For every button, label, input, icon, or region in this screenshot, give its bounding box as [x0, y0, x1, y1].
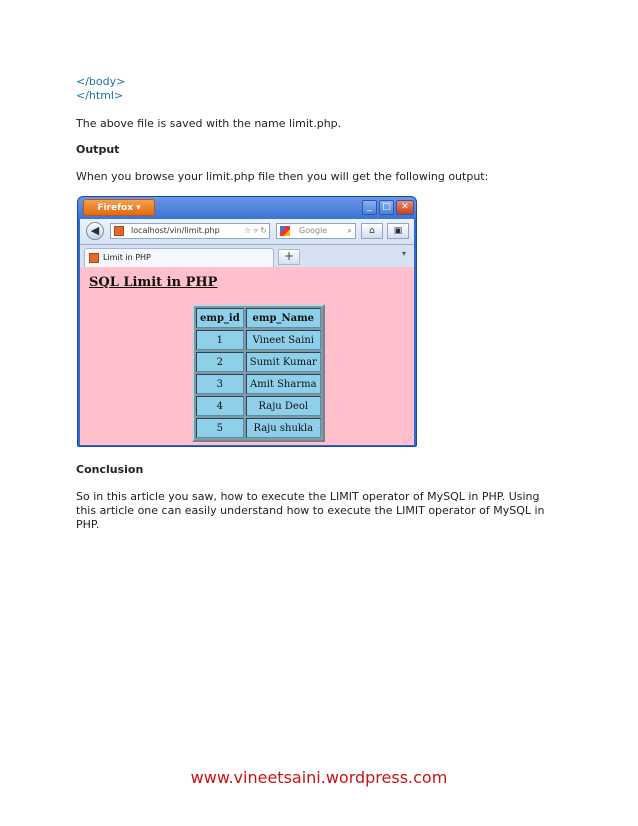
table-cell: Vineet Saini [246, 330, 321, 350]
window-controls [362, 200, 414, 215]
bookmarks-menu-icon[interactable]: ▣ [387, 223, 409, 239]
table-row [196, 418, 321, 438]
tab-title: Limit in PHP [103, 253, 151, 262]
conclusion-heading: Conclusion [76, 463, 144, 476]
footer-url[interactable]: www.vineetsaini.wordpress.com [190, 768, 448, 787]
url-bar[interactable] [110, 223, 270, 239]
table-cell: Sumit Kumar [246, 352, 321, 372]
google-icon [280, 226, 290, 236]
conclusion-text: So in this article you saw, how to execute the LIMIT operator of MySQL in PHP. Using this article one can easily understand how to execute the LIMIT operator of MySQL in PHP. [76, 490, 545, 531]
code-snippet [76, 75, 125, 103]
resize-grip-icon[interactable]: ⋰ [405, 436, 412, 444]
table-header-row [196, 308, 321, 328]
maximize-icon[interactable]: □ [379, 200, 394, 215]
browser-screenshot [77, 196, 417, 447]
output-text: When you browse your limit.php file then you will get the following output: [76, 170, 489, 183]
column-header: emp_id [196, 308, 244, 328]
table-cell: Raju shukla [246, 418, 321, 438]
search-placeholder: Google [299, 226, 328, 235]
code-line-body: </body> [76, 75, 126, 88]
browser-titlebar [78, 197, 417, 219]
navigation-bar [80, 219, 414, 245]
table-row [196, 330, 321, 350]
table-cell: 2 [196, 352, 244, 372]
column-header: emp_Name [246, 308, 321, 328]
table-row [196, 352, 321, 372]
bookmark-star-icon[interactable]: ☆ ▿ ↻ [244, 226, 267, 235]
search-box[interactable] [276, 223, 356, 239]
tab-bar [80, 245, 414, 267]
output-heading: Output [76, 143, 120, 156]
minimize-icon[interactable]: _ [362, 200, 377, 215]
back-arrow-icon[interactable]: ◀ [86, 222, 104, 240]
table-cell: Amit Sharma [246, 374, 321, 394]
favicon-icon [114, 226, 124, 236]
tab-limit-in-php[interactable] [84, 248, 274, 267]
tab-list-chevron-icon[interactable]: ▾ [401, 249, 406, 258]
magnifier-icon[interactable]: ⌕ [347, 226, 352, 235]
tab-favicon-icon [89, 253, 99, 263]
close-icon[interactable]: ✕ [396, 200, 414, 215]
table-cell: 4 [196, 396, 244, 416]
table-cell: Raju Deol [246, 396, 321, 416]
table-cell: 3 [196, 374, 244, 394]
new-tab-button[interactable]: + [278, 249, 300, 265]
table-row [196, 396, 321, 416]
table-cell: 1 [196, 330, 244, 350]
page-heading: SQL Limit in PHP [89, 275, 218, 290]
home-icon[interactable]: ⌂ [361, 223, 383, 239]
page-content [80, 267, 414, 445]
firefox-menu-button[interactable]: Firefox ▾ [83, 199, 155, 216]
table-cell: 5 [196, 418, 244, 438]
url-text: localhost/vin/limit.php [131, 226, 220, 235]
code-line-html: </html> [76, 89, 124, 102]
table-row [196, 374, 321, 394]
employee-table [192, 304, 325, 442]
saved-text: The above file is saved with the name limit.php. [76, 117, 342, 130]
